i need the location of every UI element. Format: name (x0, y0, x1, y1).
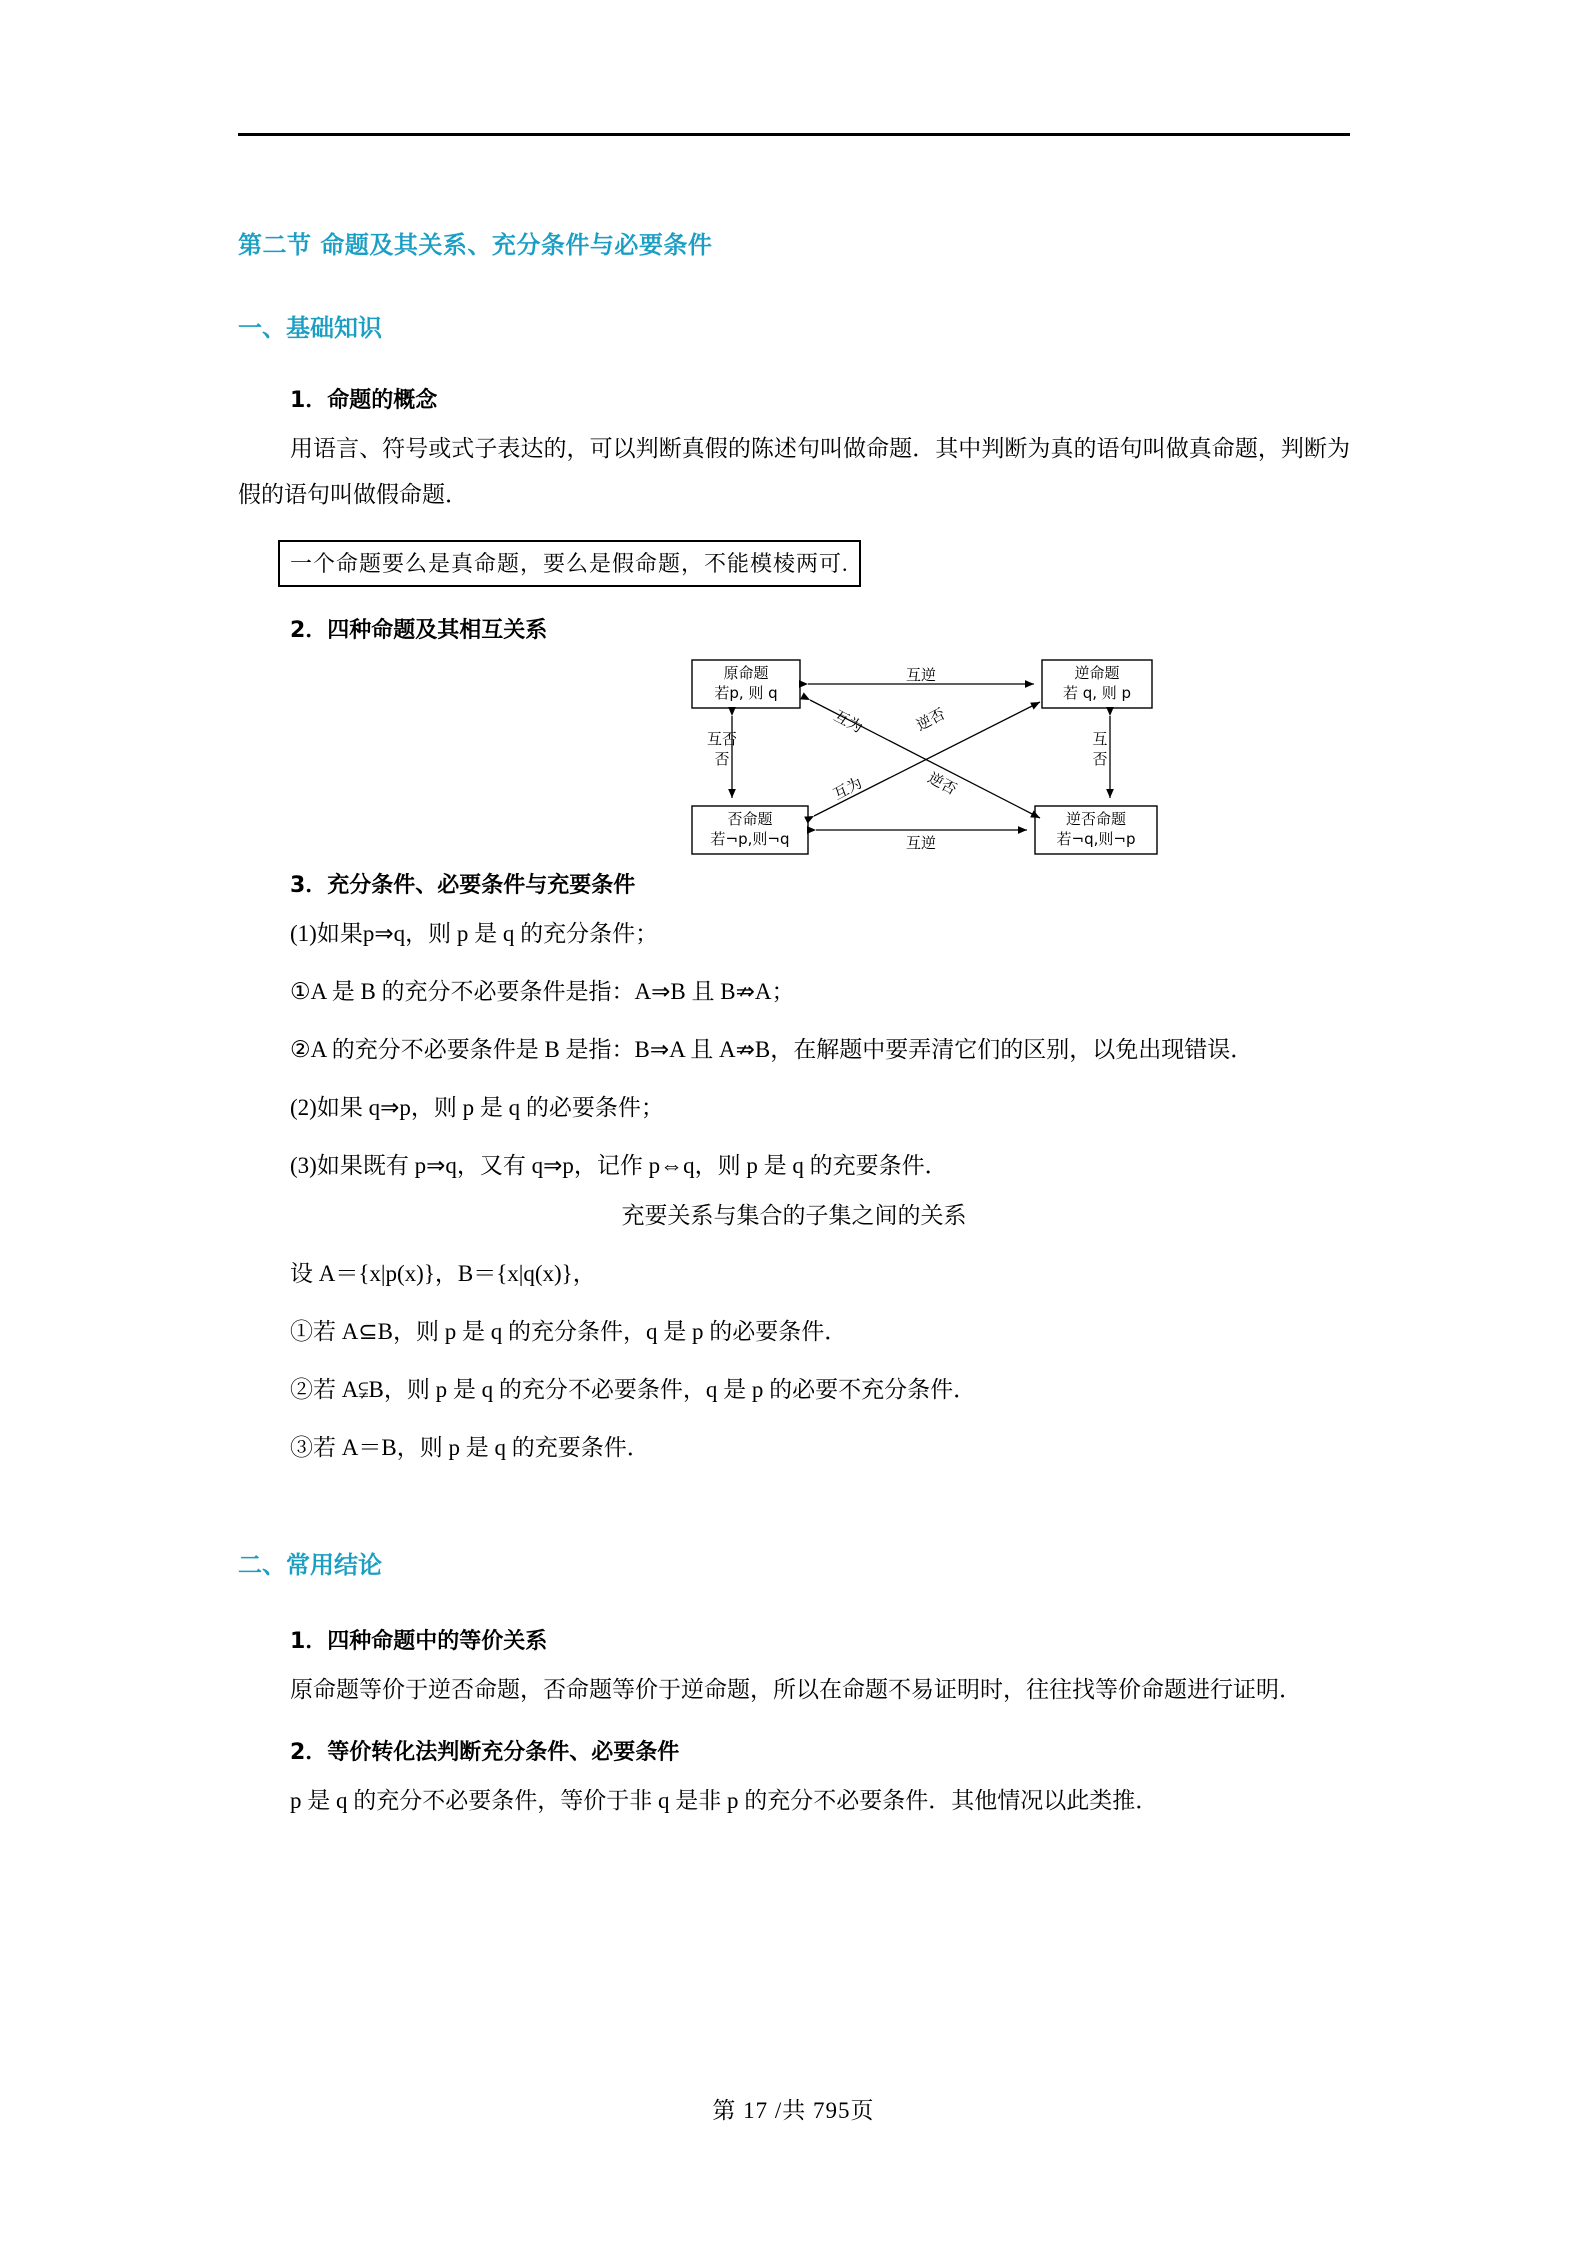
edge-right-label-2: 否 (1092, 750, 1108, 768)
part1-item3-heading: 3．充分条件、必要条件与充要条件 (290, 873, 636, 898)
part1-item3-line8: ②若 A⫋B，则 p 是 q 的充分不必要条件，q 是 p 的必要不充分条件． (290, 1377, 977, 1402)
part2-item2-heading: 2．等价转化法判断充分条件、必要条件 (290, 1740, 680, 1765)
part2-item1-body: 原命题等价于逆否命题，否命题等价于逆命题，所以在命题不易证明时，往往找等价命题进行证明． (290, 1677, 1302, 1702)
part2-heading: 二、常用结论 (238, 1551, 382, 1579)
node-contrapositive-line2: 若¬q,则¬p (1056, 830, 1136, 848)
page-footer: 第 17 /共 795页 (712, 2098, 875, 2123)
edge-left-label-2: 否 (714, 750, 730, 768)
edge-right-label-1: 互 (1092, 730, 1108, 748)
diagram-svg (690, 658, 1180, 858)
part1-item2-heading: 2．四种命题及其相互关系 (290, 618, 548, 643)
part1-item3-line7: ①若 A⊆B，则 p 是 q 的充分条件，q 是 p 的必要条件． (290, 1319, 848, 1344)
node-original-line1: 原命题 (723, 664, 769, 682)
part1-item3-subtitle: 充要关系与集合的子集之间的关系 (621, 1203, 967, 1228)
four-propositions-diagram (238, 658, 1350, 858)
header-rule (238, 133, 1350, 136)
edge-diag-label-1: 互为 (830, 706, 866, 737)
part1-item3-line2: ①A 是 B 的充分不必要条件是指：A⇒B 且 B⇏A； (290, 979, 795, 1004)
part1-item1-body: 用语言、符号或式子表达的，可以判断真假的陈述句叫做命题．其中判断为真的语句叫做真命题，判断为假的语句叫做假命题． (238, 436, 1350, 507)
part1-item3-line1: (1)如果p⇒q，则 p 是 q 的充分条件； (290, 921, 659, 946)
edge-diag-label-3: 互为 (830, 773, 866, 804)
node-contrapositive-line1: 逆否命题 (1065, 810, 1127, 828)
part2-item1-heading: 1．四种命题中的等价关系 (290, 1629, 548, 1654)
node-converse-line2: 若 q, 则 p (1062, 684, 1132, 702)
part1-item3-line9: ③若 A＝B，则 p 是 q 的充要条件． (290, 1435, 650, 1460)
part1-item3-line3: ②A 的充分不必要条件是 B 是指：B⇒A 且 A⇏B，在解题中要弄清它们的区别，以免出现错误． (290, 1037, 1254, 1062)
part1-item3-line6: 设 A＝{x|p(x)}，B＝{x|q(x)}， (290, 1261, 596, 1286)
edge-diag-label-4: 逆否 (924, 768, 960, 799)
page-content (238, 225, 1350, 1824)
part1-item1-boxed-note: 一个命题要么是真命题，要么是假命题，不能模棱两可. (278, 540, 861, 587)
part1-item1-heading: 1．命题的概念 (290, 388, 438, 413)
node-inverse-line1: 否命题 (727, 810, 773, 828)
edge-left-label-1: 互否 (706, 730, 738, 748)
part2-item2-body: p 是 q 的充分不必要条件，等价于非 q 是非 p 的充分不必要条件．其他情况以此类推． (290, 1788, 1159, 1813)
section-title: 第二节 命题及其关系、充分条件与必要条件 (238, 231, 713, 259)
node-original-line2: 若p, 则 q (714, 684, 778, 702)
edge-diag-label-2: 逆否 (913, 704, 949, 735)
node-converse-line1: 逆命题 (1074, 664, 1120, 682)
node-inverse-line2: 若¬p,则¬q (710, 830, 790, 848)
part1-heading: 一、基础知识 (238, 314, 382, 342)
edge-bottom-label: 互逆 (905, 834, 937, 852)
part1-item3-line5: (3)如果既有 p⇒q，又有 q⇒p，记作 p⇔q，则 p 是 q 的充要条件． (290, 1153, 948, 1178)
part1-item3-line4: (2)如果 q⇒p，则 p 是 q 的必要条件； (290, 1095, 664, 1120)
edge-top-label: 互逆 (905, 666, 937, 684)
